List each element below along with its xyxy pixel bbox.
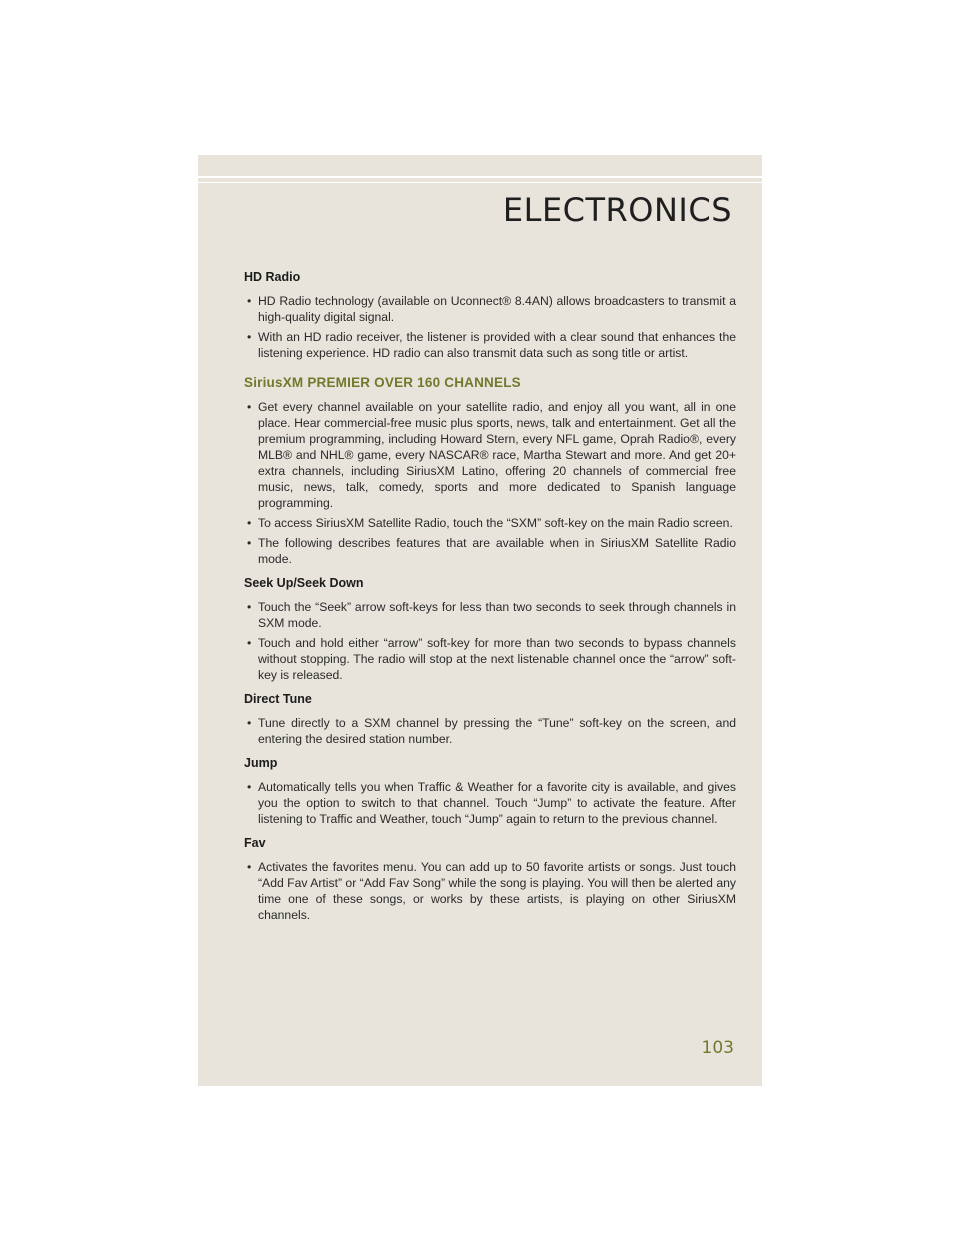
list-item: • Activates the favorites menu. You can add up to 50 favorite artists or songs. Just touch “Add Fav Artist” or “Add Fav Song” while the song is playing. You will then be alerted any time one of these songs, or works by these artists, is playing on other SiriusXM channels. — [244, 859, 736, 923]
heading-siriusxm: SiriusXM PREMIER OVER 160 CHANNELS — [244, 375, 521, 390]
list-item: • To access SiriusXM Satellite Radio, touch the “SXM” soft-key on the main Radio screen. — [244, 515, 736, 531]
list-item: • The following describes features that are available when in SiriusXM Satellite Radio mode. — [244, 535, 736, 567]
list-direct-tune — [244, 715, 736, 747]
heading-seek: Seek Up/Seek Down — [244, 576, 364, 590]
list-item: • Touch and hold either “arrow” soft-key for more than two seconds to bypass channels without stopping. The radio will stop at the next listenable channel once the “arrow” soft-key is released. — [244, 635, 736, 683]
list-item: • HD Radio technology (available on Uconnect® 8.4AN) allows broadcasters to transmit a high-quality digital signal. — [244, 293, 736, 325]
heading-fav: Fav — [244, 836, 266, 850]
list-item: • With an HD radio receiver, the listener is provided with a clear sound that enhances the listening experience. HD radio can also transmit data such as song title or artist. — [244, 329, 736, 361]
list-siriusxm — [244, 399, 736, 567]
list-fav — [244, 859, 736, 923]
list-jump — [244, 779, 736, 827]
list-item: • Get every channel available on your satellite radio, and enjoy all you want, all in one place. Hear commercial-free music plus sports, news, talk and entertainment. Get all the premium programming, including Howard Stern, every NFL game, Oprah Radio®, every MLB® and NHL® game, every NASCAR® race, Martha Stewart and more. And get 20+ extra channels, including SiriusXM Latino, offering 20 channels of commercial free music, news, talk, comedy, sports and more dedicated to Spanish language programming. — [244, 399, 736, 511]
heading-jump: Jump — [244, 756, 278, 770]
header-rule-bottom — [198, 182, 762, 183]
list-item: • Automatically tells you when Traffic & Weather for a favorite city is available, and gives you the option to switch to that channel. Touch “Jump” to activate the feature. After listening to Traffic and Weather, touch “Jump” again to return to the previous channel. — [244, 779, 736, 827]
header-rule-top — [198, 176, 762, 178]
list-seek — [244, 599, 736, 683]
page-number: 103 — [701, 1038, 734, 1058]
manual-page — [198, 155, 762, 1086]
heading-hd-radio: HD Radio — [244, 270, 301, 284]
list-hd-radio — [244, 293, 736, 361]
list-item: • Touch the “Seek” arrow soft-keys for less than two seconds to seek through channels in SXM mode. — [244, 599, 736, 631]
section-title: ELECTRONICS — [502, 191, 732, 229]
list-item: • Tune directly to a SXM channel by pressing the “Tune” soft-key on the screen, and entering the desired station number. — [244, 715, 736, 747]
page-content — [244, 269, 736, 931]
heading-direct-tune: Direct Tune — [244, 692, 312, 706]
